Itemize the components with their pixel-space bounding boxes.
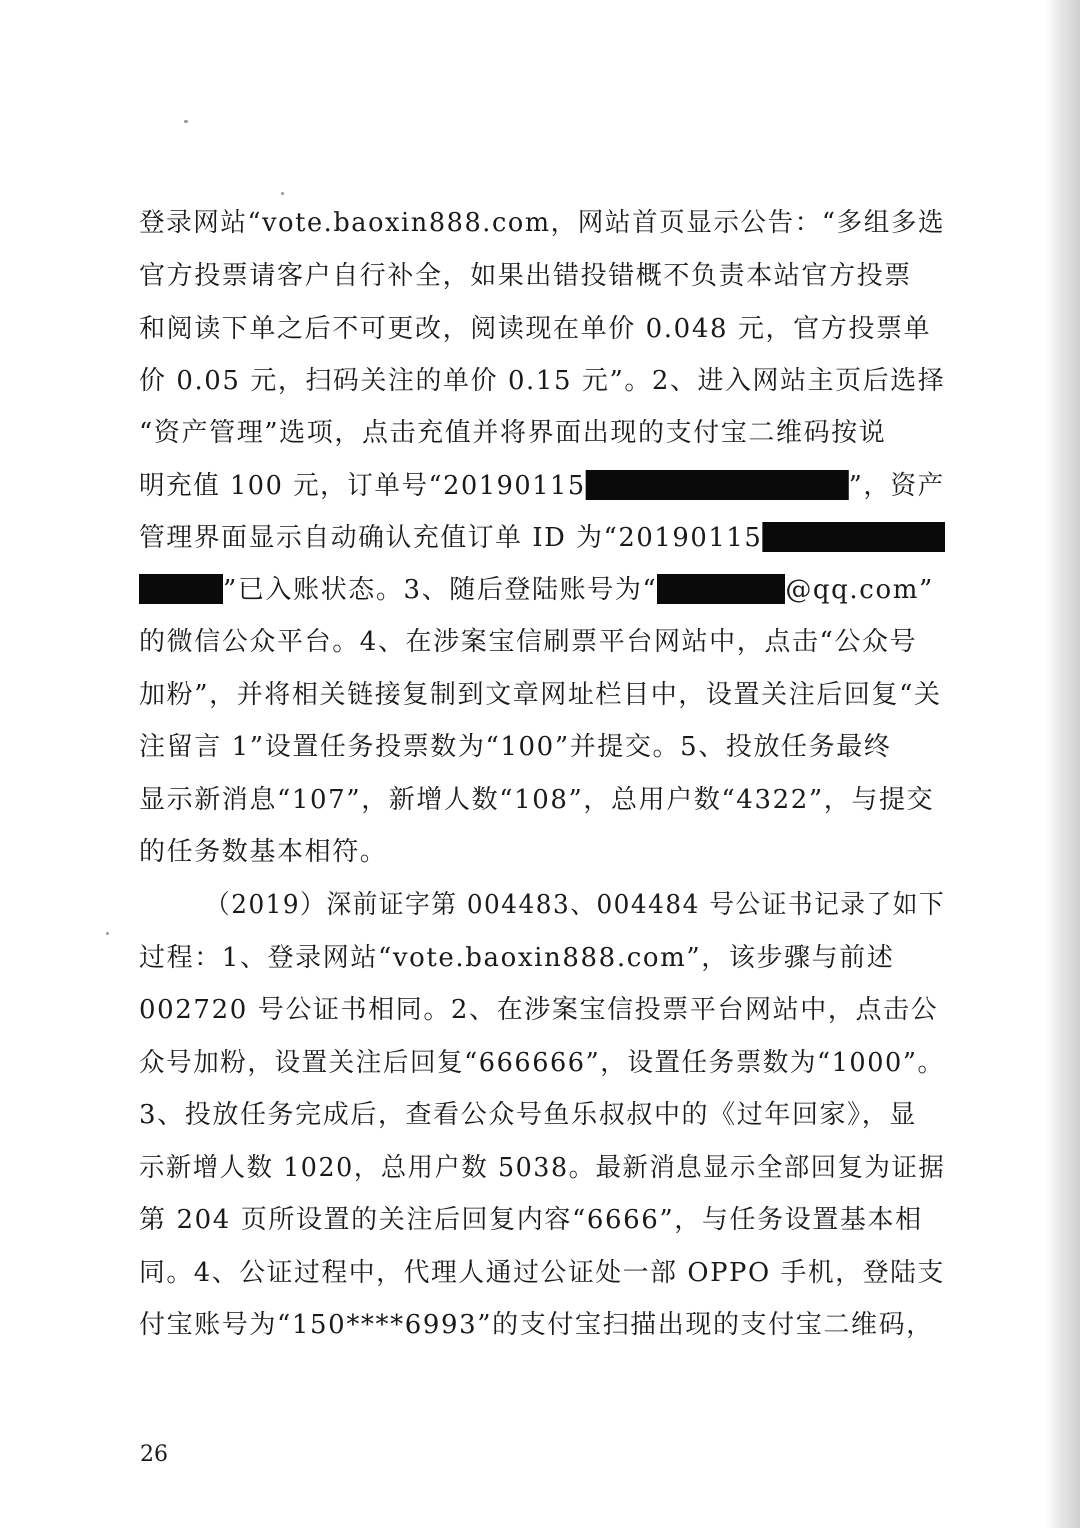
text-line: 第 204 页所设置的关注后回复内容“6666”，与任务设置基本相 [139, 1205, 923, 1235]
text-line: 的微信公众平台。4、在涉案宝信刷票平台网站中，点击“公众号 [139, 627, 918, 657]
text-line: 登录网站“vote.baoxin888.com，网站首页显示公告：“多组多选 [139, 208, 946, 238]
text-line: 明充值 100 元，订单号“20190115 ”，资产 [139, 471, 945, 501]
page-number: 26 [140, 1442, 168, 1467]
text-line: 过程：1、登录网站“vote.baoxin888.com”，该步骤与前述 [139, 943, 895, 973]
redaction-bar [762, 522, 945, 552]
text-line: 价 0.05 元，扫码关注的单价 0.15 元”。2、进入网站主页后选择 [139, 366, 946, 396]
text-line: 注留言 1”设置任务投票数为“100”并提交。5、投放任务最终 [139, 732, 892, 762]
scan-speck [184, 120, 188, 123]
scan-speck [281, 192, 284, 195]
text-line: 示新增人数 1020，总用户数 5038。最新消息显示全部回复为证据 [139, 1153, 946, 1183]
text-line: “资产管理”选项，点击充值并将界面出现的支付宝二维码按说 [139, 418, 887, 448]
text-line: 加粉”，并将相关链接复制到文章网址栏目中，设置关注后回复“关 [139, 680, 942, 710]
text-line: ”已入账状态。3、随后登陆账号为“ @qq.com” [139, 568, 934, 612]
text-line: 付宝账号为“150****6993”的支付宝扫描出现的支付宝二维码， [139, 1310, 934, 1340]
text-line: 的任务数基本相符。 [139, 837, 388, 867]
text-line: 和阅读下单之后不可更改，阅读现在单价 0.048 元，官方投票单 [139, 314, 932, 344]
text-line: 3、投放任务完成后，查看公众号鱼乐叔叔中的《过年回家》，显 [139, 1100, 917, 1130]
scan-edge-shadow [1046, 0, 1080, 1528]
text-line: 002720 号公证书相同。2、在涉案宝信投票平台网站中，点击公 [139, 995, 939, 1025]
text-line: 众号加粉，设置关注后回复“666666”，设置任务票数为“1000”。 [139, 1048, 945, 1078]
paragraph-first-line: （2019）深前证字第 004483、004484 号公证书记录了如下 [205, 890, 946, 920]
scan-speck [106, 932, 109, 935]
text-line: 管理界面显示自动确认充值订单 ID 为“20190115 [139, 516, 945, 560]
text-line: 同。4、公证过程中，代理人通过公证处一部 OPPO 手机，登陆支 [139, 1258, 945, 1288]
redaction-bar [657, 574, 785, 604]
redaction-bar [586, 470, 849, 500]
redaction-bar [139, 574, 223, 604]
text-line: 显示新消息“107”，新增人数“108”，总用户数“4322”，与提交 [139, 785, 935, 815]
text-line: 官方投票请客户自行补全，如果出错投错概不负责本站官方投票 [139, 261, 912, 291]
